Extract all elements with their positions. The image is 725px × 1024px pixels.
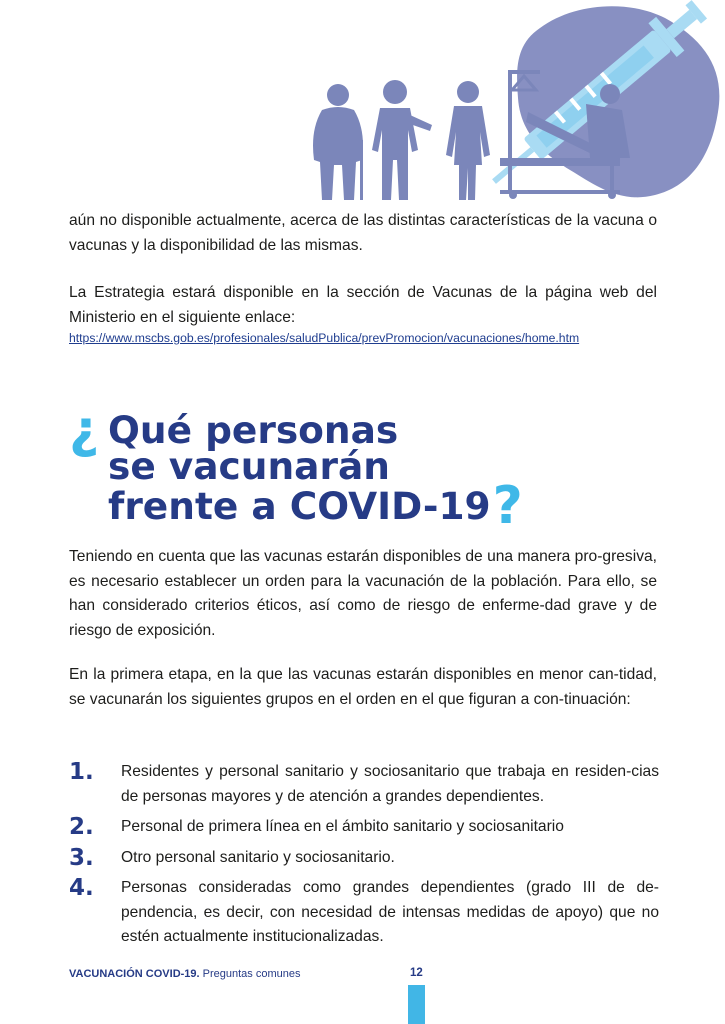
list-number: 3. (69, 844, 94, 871)
paragraph-criteria: Teniendo en cuenta que las vacunas estarán disponibles de una manera pro-gresiva, es necesario establecer un orden para la vacunación de la población. Para ello, se han considerado criterios éticos, así como de riesgo de enferme-dad grave y de riesgo de exposición. (69, 548, 657, 639)
list-item-text: Personas consideradas como grandes dependientes (grado III de de-pendencia, es decir, con necesidad de intensas medidas de apoyo) que no estén actualmente institucionalizadas. (121, 879, 659, 945)
list-item (69, 760, 659, 809)
list-number: 4. (69, 875, 94, 901)
heading-line-3-wrapper (70, 476, 523, 536)
heading-line-2: se vacunarán (108, 444, 390, 488)
heading-line-1: Qué personas (108, 408, 399, 452)
list-item (69, 815, 659, 840)
open-question-mark: ¿ (69, 400, 100, 460)
close-question-mark: ? (492, 476, 523, 536)
background-blob (517, 6, 719, 197)
list-number: 1. (69, 759, 94, 785)
footer-brand-title: VACUNACIÓN COVID-19. (69, 968, 200, 980)
ministry-link[interactable]: https://www.mscbs.gob.es/profesionales/saludPublica/prevPromocion/vacunaciones/home.htm (69, 331, 580, 345)
page-number: 12 (410, 967, 423, 979)
footer-subtitle: Preguntas comunes (199, 968, 301, 980)
heading-line-3: frente a COVID-19 (108, 484, 491, 528)
list-item-text: Residentes y personal sanitario y sociosanitario que trabaja en residen-cias de personas mayores y de atención a grandes dependientes. (121, 763, 659, 805)
nurse-icon (446, 81, 490, 200)
list-item-text: Personal de primera línea en el ámbito sanitario y sociosanitario (121, 818, 564, 835)
list-item-text: Otro personal sanitario y sociosanitario. (121, 848, 395, 866)
priority-groups-list (69, 760, 659, 950)
list-item (69, 846, 659, 871)
section-heading (69, 400, 523, 536)
footer-brand (69, 968, 300, 980)
header-illustration (300, 0, 725, 205)
doctor-icon (372, 80, 432, 200)
footer-accent-bar (408, 985, 425, 1024)
list-item (69, 876, 659, 950)
paragraph-strategy: La Estrategia estará disponible en la sección de Vacunas de la página web del Ministerio en el siguiente enlace: (69, 284, 657, 326)
paragraph-continuation: aún no disponible actualmente, acerca de las distintas características de la vacuna o vacunas y la disponibilidad de las mismas. (69, 212, 657, 254)
list-number: 2. (69, 814, 94, 840)
elderly-person-icon (313, 84, 363, 200)
paragraph-first-stage: En la primera etapa, en la que las vacunas estarán disponibles en menor can-tidad, se vacunarán los siguientes grupos en el orden en el que figuran a con-tinuación: (69, 666, 657, 708)
